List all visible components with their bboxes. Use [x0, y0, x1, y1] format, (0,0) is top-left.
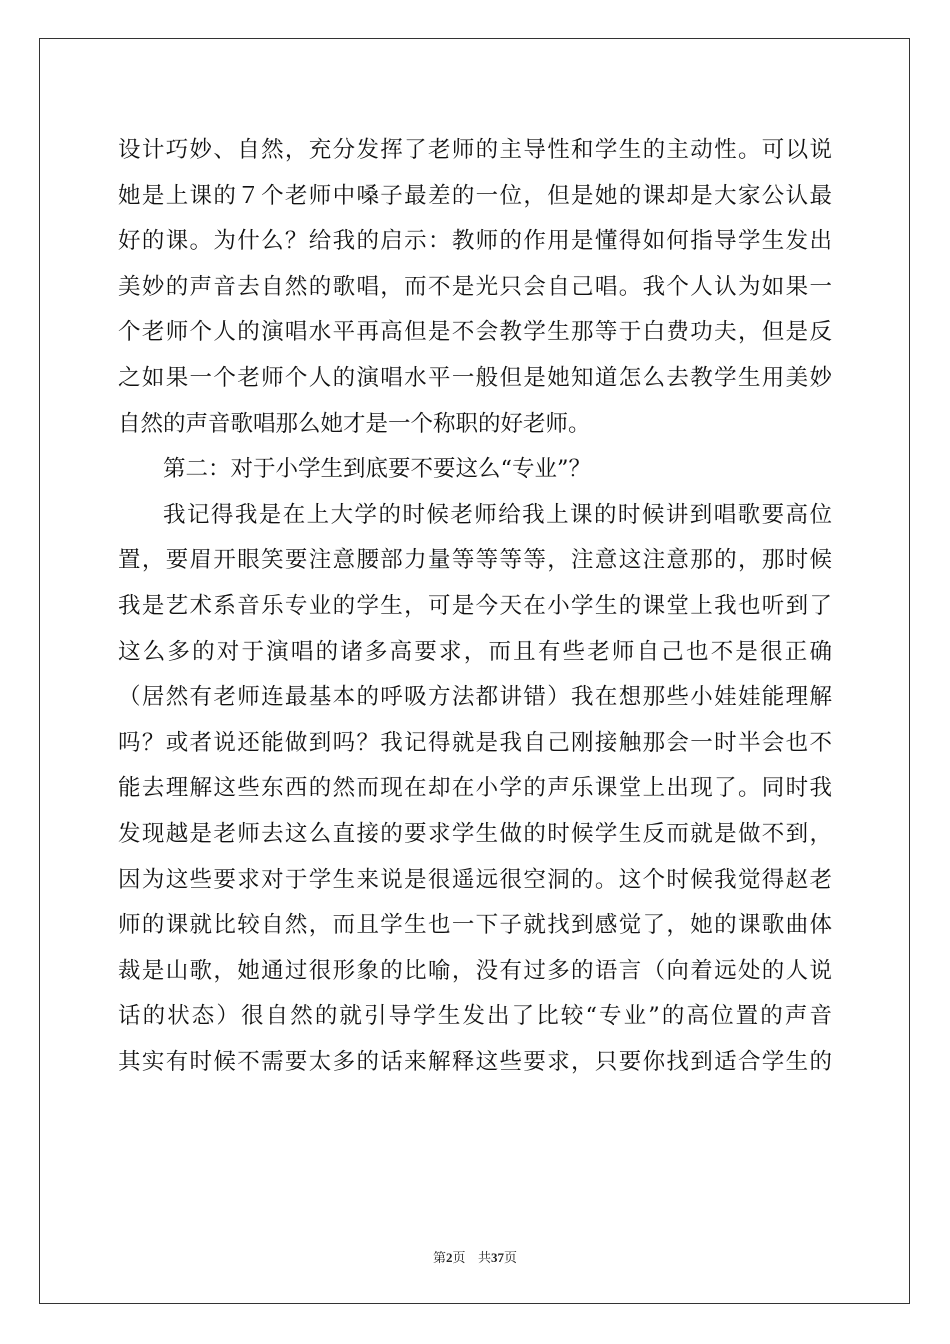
- text-line: 因为这些要求对于学生来说是很遥远很空洞的。这个时候我觉得赵老: [118, 866, 832, 893]
- section-heading: 第二：对于小学生到底要不要这么“专业”？: [163, 456, 592, 483]
- total-pages: 37: [490, 1250, 504, 1265]
- paragraph-1: [118, 128, 832, 447]
- text-line: 个老师个人的演唱水平再高但是不会教学生那等于白费功夫，但是反: [118, 319, 832, 346]
- text-line: 我记得我是在上大学的时候老师给我上课的时候讲到唱歌要高位: [163, 501, 832, 528]
- text-line: 其实有时候不需要太多的话来解释这些要求，只要你找到适合学生的: [118, 1048, 832, 1075]
- text-line: （居然有老师连最基本的呼吸方法都讲错）我在想那些小娃娃能理解: [118, 684, 832, 711]
- document-body: [118, 128, 832, 1085]
- text-line: 裁是山歌，她通过很形象的比喻，没有过多的语言（向着远处的人说: [118, 957, 832, 984]
- text-line: 好的课。为什么？给我的启示：教师的作用是懂得如何指导学生发出: [118, 228, 832, 255]
- page-prefix: 第: [433, 1251, 447, 1266]
- text-line: 吗？或者说还能做到吗？我记得就是我自己刚接触那会一时半会也不: [118, 729, 832, 756]
- total-suffix: 页: [503, 1251, 517, 1266]
- text-line: 设计巧妙、自然，充分发挥了老师的主导性和学生的主动性。可以说: [118, 137, 832, 163]
- page-footer: [0, 1247, 950, 1266]
- page-suffix: 页: [452, 1251, 466, 1266]
- paragraph-3: [118, 493, 832, 1086]
- page-number: 2: [446, 1250, 453, 1265]
- text-line: 之如果一个老师个人的演唱水平一般但是她知道怎么去教学生用美妙: [118, 364, 832, 391]
- total-prefix: 共: [477, 1251, 491, 1266]
- text-line: 能去理解这些东西的然而现在却在小学的声乐课堂上出现了。同时我: [118, 775, 832, 802]
- text-line: 置，要眉开眼笑要注意腰部力量等等等等，注意这注意那的，那时候: [118, 547, 832, 574]
- text-line: 自然的声音歌唱那么她才是一个称职的好老师。: [118, 410, 591, 437]
- text-line: 我是艺术系音乐专业的学生，可是今天在小学生的课堂上我也听到了: [118, 592, 832, 619]
- text-line: 美妙的声音去自然的歌唱，而不是光只会自己唱。我个人认为如果一: [118, 273, 832, 300]
- text-line: 这么多的对于演唱的诸多高要求，而且有些老师自己也不是很正确: [118, 638, 832, 665]
- text-line: 她是上课的７个老师中嗓子最差的一位，但是她的课却是大家公认最: [118, 182, 832, 209]
- text-line: 发现越是老师去这么直接的要求学生做的时候学生反而就是做不到，: [118, 820, 832, 847]
- text-line: 师的课就比较自然，而且学生也一下子就找到感觉了，她的课歌曲体: [118, 912, 832, 939]
- text-line: 话的状态）很自然的就引导学生发出了比较“专业”的高位置的声音: [118, 1003, 832, 1030]
